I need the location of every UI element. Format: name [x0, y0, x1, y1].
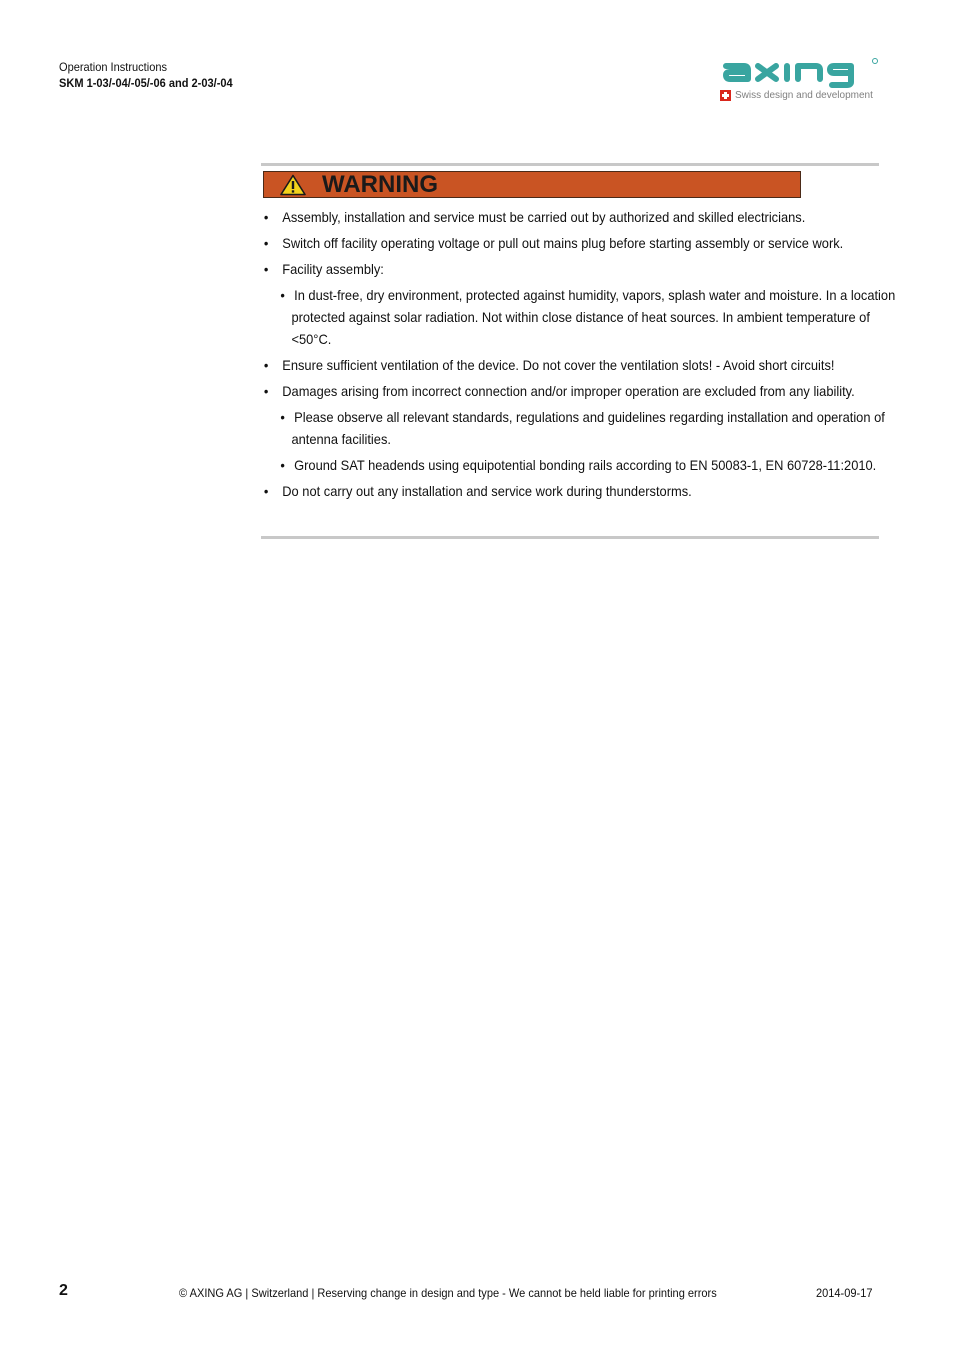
list-item: • Ensure sufficient ventilation of the device. Do not cover the ventilation slots! - Avoid short circuits!	[262, 354, 894, 376]
logo-tagline	[720, 90, 873, 101]
axing-wordmark-logo	[720, 56, 880, 88]
list-item: • Facility assembly:	[262, 258, 894, 280]
tagline-text: Swiss design and development	[735, 90, 873, 101]
bullet-icon: •	[280, 457, 285, 473]
warning-bottom-divider	[261, 536, 879, 539]
warning-banner	[263, 171, 801, 198]
list-item: • In dust-free, dry environment, protected against humidity, vapors, splash water and moisture. In a location protected against solar radiation. Not within close distance of heat sources. In ambient temperature of <50°C.	[280, 287, 896, 347]
warning-triangle-icon	[280, 174, 306, 196]
list-item: • Damages arising from incorrect connection and/or improper operation are excluded from any liability.	[262, 380, 894, 402]
list-item: • Do not carry out any installation and service work during thunderstorms.	[262, 480, 894, 502]
warning-title: WARNING	[322, 170, 438, 198]
axing-logo	[718, 56, 880, 104]
list-item: • Assembly, installation and service must be carried out by authorized and skilled electricians.	[262, 206, 894, 228]
list-item: • Ground SAT headends using equipotential bonding rails according to EN 50083-1, EN 60728-11:2010.	[280, 457, 877, 473]
bullet-icon: •	[263, 483, 269, 499]
bullet-icon: •	[263, 261, 269, 277]
footer-date: 2014-09-17	[816, 1286, 873, 1300]
warning-top-divider	[261, 163, 879, 166]
document-model: SKM 1-03/-04/-05/-06 and 2-03/-04	[59, 76, 233, 90]
bullet-icon: •	[263, 209, 269, 225]
list-item: • Switch off facility operating voltage or pull out mains plug before starting assembly or service work.	[262, 232, 894, 254]
bullet-icon: •	[263, 357, 269, 373]
document-type: Operation Instructions	[59, 60, 168, 74]
document-header	[59, 59, 233, 91]
bullet-icon: •	[280, 409, 285, 425]
footer-copyright: © AXING AG | Switzerland | Reserving change in design and type - We cannot be held liable for printing errors	[179, 1286, 717, 1300]
page-footer	[0, 1284, 954, 1304]
warning-list	[262, 206, 896, 506]
bullet-icon: •	[280, 287, 285, 303]
bullet-icon: •	[263, 235, 269, 251]
swiss-flag-icon	[720, 90, 731, 101]
list-item: • Please observe all relevant standards, regulations and guidelines regarding installation and operation of antenna facilities.	[280, 409, 885, 447]
bullet-icon: •	[263, 383, 269, 399]
page-number: 2	[59, 1282, 68, 1299]
